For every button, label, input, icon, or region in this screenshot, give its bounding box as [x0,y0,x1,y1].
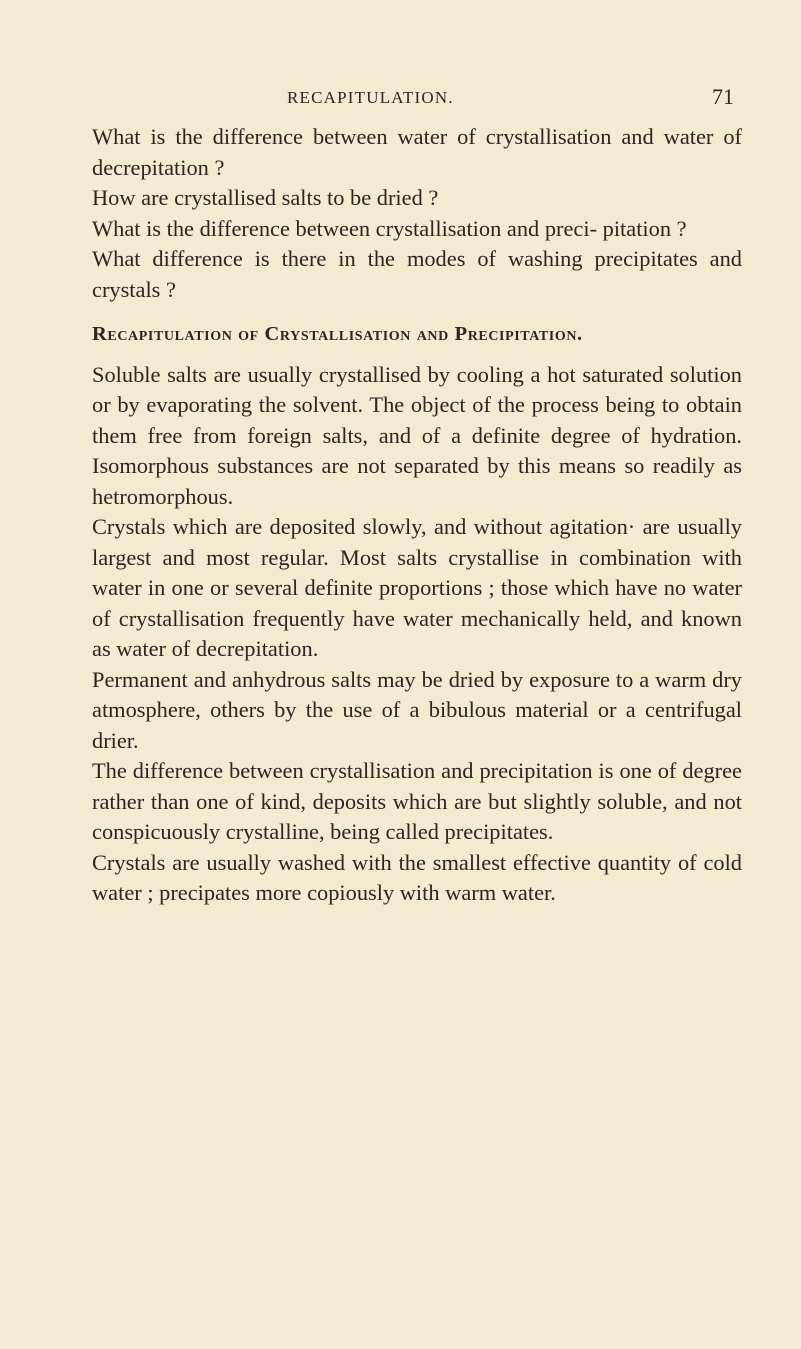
paragraph-3: Permanent and anhydrous salts may be dried by exposure to a warm dry atmosphere, others by the use of a bibulous material or a centrifugal drier. [92,666,742,753]
paragraph-1: Soluble salts are usually crystallised by cooling a hot saturated solution or by evaporating the solvent. The object of the process being to obtain them free from foreign salts, and of a definite degree of hydration. Isomorphous substances are not separated by this means so readily as hetromorphous. [92,361,742,509]
question-2: How are crystallised salts to be dried ? [92,185,439,210]
question-4: What difference is there in the modes of washing precipitates and crystals ? [92,246,742,302]
question-1: What is the difference between water of crystallisation and water of decrepitation ? [92,124,742,180]
paragraph-2: Crystals which are deposited slowly, and without agitation· are usually largest and most regular. Most salts crystallise in combination with water in one or several definite proportions ; those which have no water of crystallisation frequently have water mechanically held, and known as water of decrepitation. [92,514,742,661]
running-title: RECAPITULATION. [287,88,454,107]
page-body [92,122,742,909]
paragraph-4: The difference between crystallisation and precipitation is one of degree rather than one of kind, deposits which are but slightly soluble, and not conspicuously crystalline, being called precipitates. [92,758,742,844]
question-3: What is the difference between crystallisation and preci- pitation ? [92,215,687,241]
section-heading: Recapitulation of Crystallisation and Precipitation. [92,323,583,345]
page-number: 71 [712,84,734,109]
running-head [92,84,742,112]
paragraph-5: Crystals are usually washed with the smallest effective quantity of cold water ; precipates more copiously with warm water. [92,849,742,905]
